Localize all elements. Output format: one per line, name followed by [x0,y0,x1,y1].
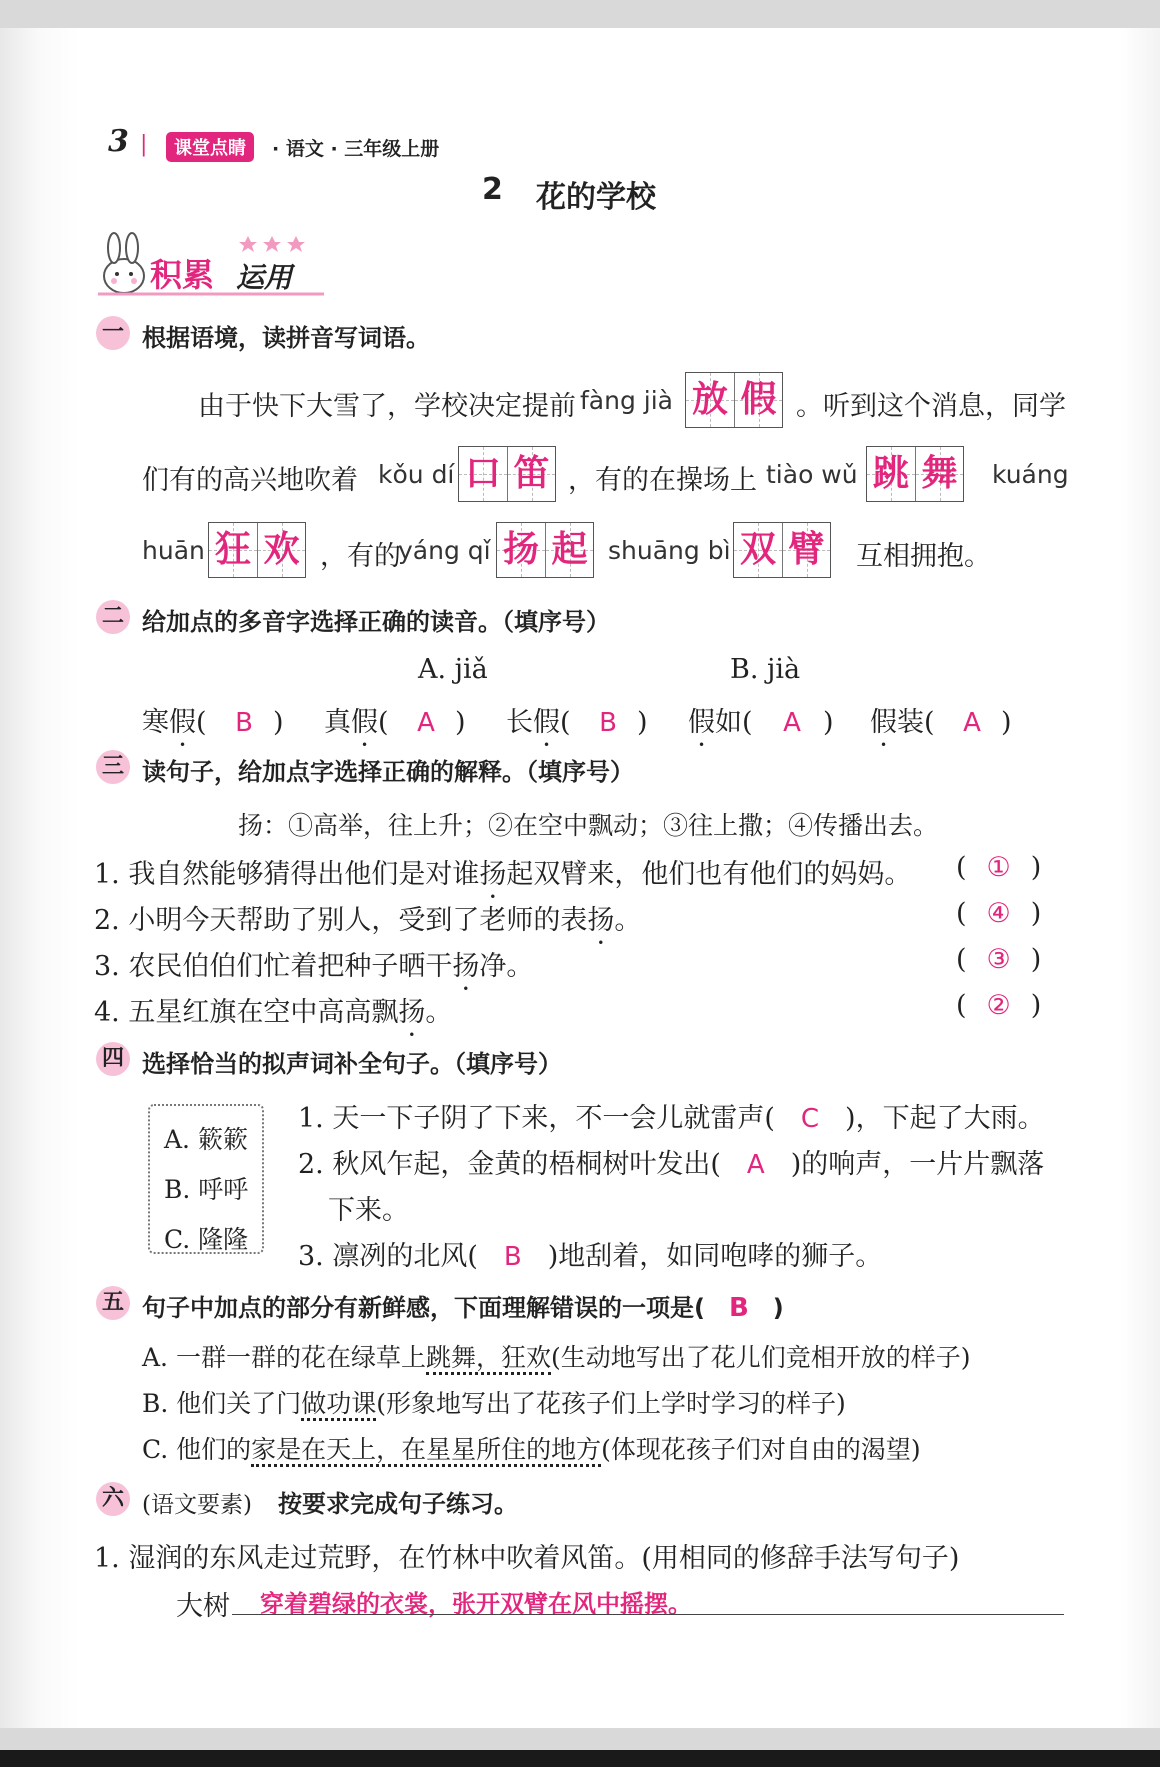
q3-item-4: 4. 五星红旗在空中高高飘扬。 [94,997,453,1028]
section-5-title: 句子中加点的部分有新鲜感，下面理解错误的一项是( B ) [142,1293,784,1323]
answer-box-2: 口 笛 [458,446,556,502]
onomatopoeia-options-box [148,1104,264,1254]
section-4-number: 四 [96,1042,130,1076]
section-2-number: 二 [96,600,130,634]
answer-box-1: 放 假 [685,372,783,428]
q4-item-1: 1. 天一下子阴了下来，不一会儿就雷声( C )，下起了大雨。 [298,1103,1045,1134]
q1-pinyin-5: yáng qǐ [398,536,491,565]
section-1-number: 一 [96,316,130,350]
q2-option-b: B. jià [730,654,801,685]
lesson-title: 花的学校 [536,180,656,215]
header-subtitle: · 语文 · 三年级上册 [272,138,440,160]
lesson-number: 2 [482,172,503,207]
q6-answer: 穿着碧绿的衣裳，张开双臂在风中摇摆。 [260,1590,692,1618]
bottom-bar [0,1750,1160,1767]
answer-box-5: 扬 起 [496,522,594,578]
q1-pinyin-1: fàng jià [580,386,673,415]
q1-pinyin-4a: kuáng [992,460,1069,489]
q5-option-c: C. 他们的家是在天上，在星星所住的地方(体现花孩子们对自由的渴望) [142,1430,921,1466]
q2-item-3: 长假( B ) [506,707,648,738]
header-badge: 课堂点睛 [166,132,254,162]
header-separator: | [140,132,148,157]
q1-pinyin-6: shuāng bì [608,536,731,565]
q5-option-b: B. 他们关了门做功课(形象地写出了花孩子们上学时学习的样子) [142,1384,846,1420]
answer-box-6: 双 臂 [733,522,831,578]
q3-answer-2: ( ④ ) [956,898,1042,929]
q4-item-2: 2. 秋风乍起，金黄的梧桐树叶发出( A )的响声，一片片飘落 [298,1149,1045,1180]
q3-item-2: 2. 小明今天帮助了别人，受到了老师的表扬。 [94,905,642,936]
q6-lead-word: 大树 [176,1591,230,1622]
q2-item-2: 真假( A ) [324,707,466,738]
q2-item-1: 寒假( B ) [142,707,284,738]
option-c: C. 隆隆 [164,1225,249,1254]
q2-option-a: A. jiǎ [418,654,488,685]
section-4-title: 选择恰当的拟声词补全句子。（填序号） [142,1050,562,1078]
section-3-number: 三 [96,750,130,784]
q4-item-2-cont: 下来。 [328,1195,409,1226]
q1-pinyin-3: tiào wǔ [766,460,858,489]
q2-item-4: 假如( A ) [688,707,834,738]
option-a: A. 簌簌 [164,1125,248,1154]
banner-part2: 运用 [236,261,293,294]
option-b: B. 呼呼 [164,1175,249,1204]
q1-line1-text-a: 由于快下大雪了，学校决定提前 [198,391,576,422]
q3-answer-4: ( ② ) [956,990,1042,1021]
section-6-title: 按要求完成句子练习。 [278,1490,518,1518]
q3-item-1: 1. 我自然能够猜得出他们是对谁扬起双臂来，他们也有他们的妈妈。 [94,859,912,890]
q6-item-1: 1. 湿润的东风走过荒野，在竹林中吹着风笛。(用相同的修辞手法写句子) [94,1543,960,1574]
answer-box-3: 跳 舞 [866,446,964,502]
section-6-number: 六 [96,1482,130,1516]
q1-line1-text-b: 。听到这个消息，同学 [796,391,1066,422]
section-1-title: 根据语境，读拼音写词语。 [142,324,430,352]
q3-answer-1: ( ① ) [956,852,1042,883]
q1-line2-text-a: 们有的高兴地吹着 [142,465,358,496]
section-banner [96,232,326,298]
q3-answer-3: ( ③ ) [956,944,1042,975]
q1-pinyin-4b: huān [142,536,205,565]
answer-box-4: 狂 欢 [208,522,306,578]
answer-line [232,1614,1064,1615]
section-2-title: 给加点的多音字选择正确的读音。（填序号） [142,608,610,636]
q1-line3-text-b: 互相拥抱。 [856,541,991,572]
section-3-title: 读句子，给加点字选择正确的解释。（填序号） [142,758,634,786]
page-number: 3 [108,124,129,159]
section-6-prefix: (语文要素) [142,1492,252,1518]
section-5-number: 五 [96,1286,130,1320]
banner-part1: 积累 [150,256,215,294]
q4-item-3: 3. 凛冽的北风( B )地刮着，如同咆哮的狮子。 [298,1241,883,1272]
q5-option-a: A. 一群一群的花在绿草上跳舞，狂欢(生动地写出了花儿们竞相开放的样子) [142,1338,970,1374]
q1-line2-text-b: ，有的在操场上 [568,465,757,496]
q2-item-5: 假装( A ) [870,707,1012,738]
q1-line3-text-a: ，有的 [320,541,401,572]
q1-pinyin-2: kǒu dí [378,460,455,489]
q3-item-3: 3. 农民伯伯们忙着把种子晒干扬净。 [94,951,534,982]
q3-definitions: 扬：①高举，往上升；②在空中飘动；③往上撒；④传播出去。 [238,811,939,840]
